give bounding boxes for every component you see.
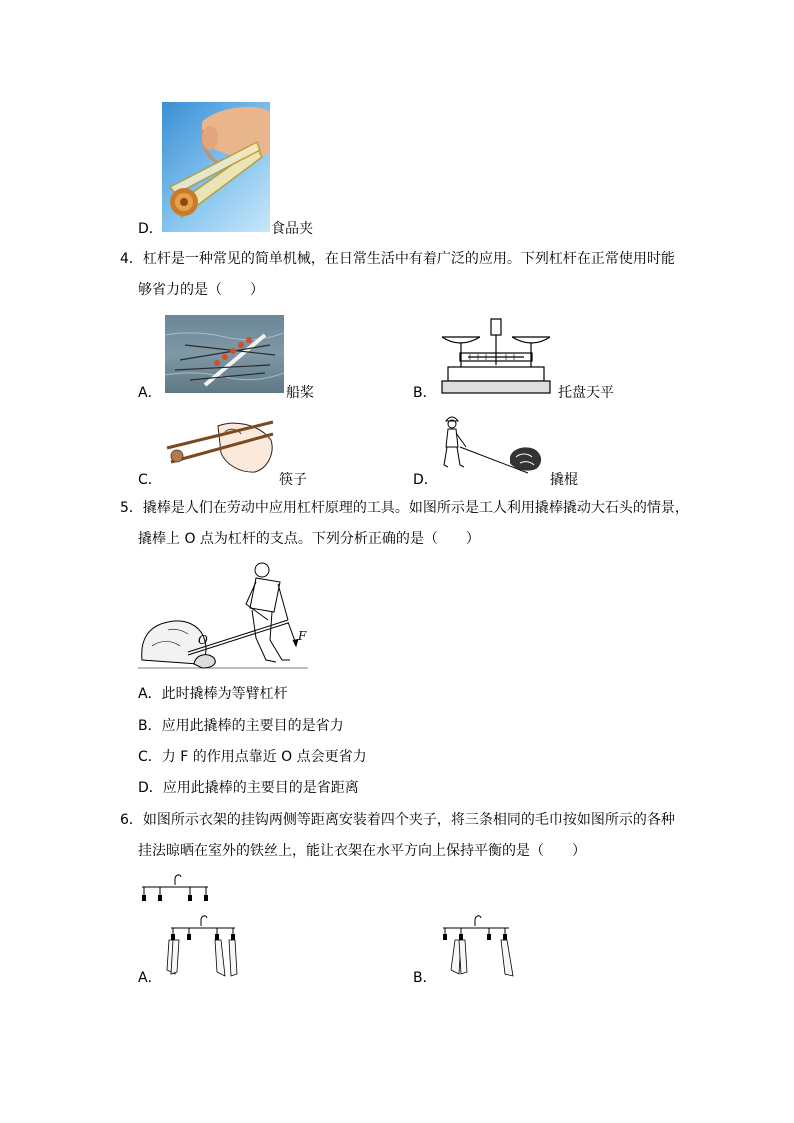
food-clip-image xyxy=(162,102,270,232)
q5-stem-line1: 5．撬棒是人们在劳动中应用杠杆原理的工具。如图所示是工人利用撬棒撬动大石头的情景， xyxy=(120,500,689,516)
hanger-option-b-figure xyxy=(437,914,515,978)
q5-option-a: A．此时撬棒为等臂杠杆 xyxy=(138,686,288,702)
q4-option-c-label: C． xyxy=(138,472,162,488)
q5-stem-line2: 撬棒上 O 点为杠杆的支点。下列分析正确的是（ ） xyxy=(138,531,480,547)
rowing-boat-image xyxy=(165,315,284,393)
q4-option-d-label: D． xyxy=(413,472,438,488)
fulcrum-label-o: O xyxy=(198,633,208,647)
chopsticks-image xyxy=(163,418,277,473)
q4-option-c-caption: 筷子 xyxy=(279,472,307,488)
crowbar-lever-figure xyxy=(138,560,318,672)
q4-option-b-caption: 托盘天平 xyxy=(558,385,614,401)
q5-option-b: B．应用此撬棒的主要目的是省力 xyxy=(138,718,344,734)
prev-option-d-caption: 食品夹 xyxy=(271,221,313,237)
q4-option-a-label: A． xyxy=(138,385,162,401)
q6-option-a-label: A． xyxy=(138,970,162,986)
hanger-reference-figure xyxy=(140,871,210,903)
force-label-f: F xyxy=(298,629,307,643)
q4-option-b-label: B． xyxy=(413,385,437,401)
crowbar-worker-image xyxy=(440,413,546,479)
q4-stem-line2: 够省力的是（ ） xyxy=(138,282,264,298)
q5-option-c: C．力 F 的作用点靠近 O 点会更省力 xyxy=(138,749,367,765)
hanger-option-a-figure xyxy=(163,914,239,978)
prev-option-d-label: D． xyxy=(138,221,163,237)
q6-stem-line1: 6．如图所示衣架的挂钩两侧等距离安装着四个夹子，将三条相同的毛巾按如图所示的各种 xyxy=(120,812,675,828)
balance-scale-image xyxy=(440,317,552,397)
q5-option-d: D．应用此撬棒的主要目的是省距离 xyxy=(138,780,359,796)
q6-option-b-label: B． xyxy=(413,970,437,986)
q4-option-d-caption: 撬棍 xyxy=(550,472,578,488)
q4-stem-line1: 4．杠杆是一种常见的简单机械，在日常生活中有着广泛的应用。下列杠杆在正常使用时能 xyxy=(120,251,675,267)
q6-stem-line2: 挂法晾晒在室外的铁丝上，能让衣架在水平方向上保持平衡的是（ ） xyxy=(138,843,586,859)
q4-option-a-caption: 船桨 xyxy=(286,385,314,401)
